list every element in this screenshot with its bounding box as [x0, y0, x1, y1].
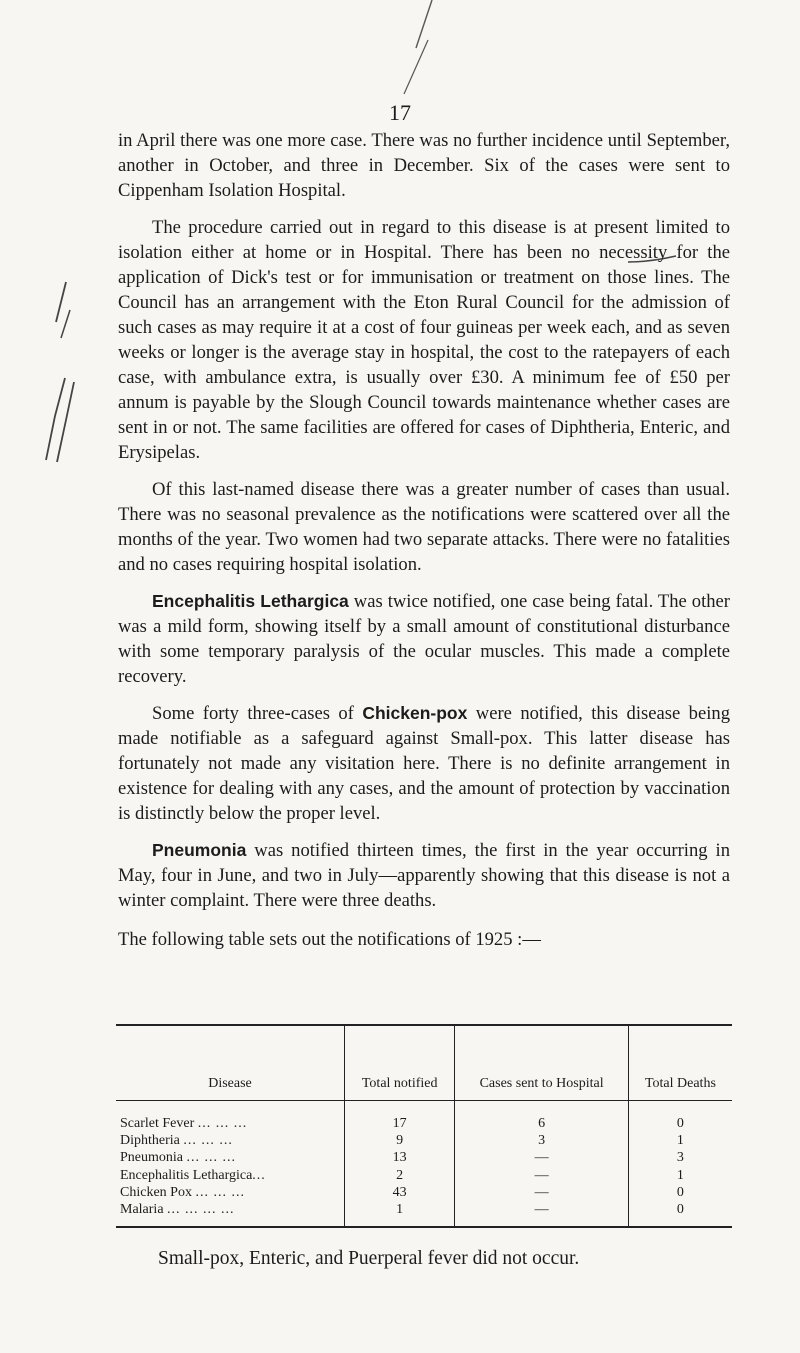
total-notified-column [345, 1101, 455, 1228]
leader-dots: ... ... ... [197, 1116, 248, 1131]
leader-dots: ... ... ... [183, 1133, 233, 1149]
disease-name: Diphtheria [120, 1133, 180, 1149]
notified-value: 1 [396, 1201, 404, 1217]
table-header-row [116, 1025, 732, 1101]
page-number: 17 [389, 100, 411, 125]
total-deaths-column [628, 1101, 732, 1228]
deaths-value: 0 [676, 1184, 684, 1200]
paragraph-text: was notified thirteen times, the first in the year occurring in May, four in June, and two in July—apparently showing that this disease is not a winter complaint. There were three deaths. [118, 840, 730, 911]
header-cases-sent: Cases sent to Hospital [455, 1025, 629, 1101]
disease-name: Pneumonia [120, 1150, 183, 1166]
hospital-value: — [534, 1150, 549, 1166]
disease-heading: Pneumonia [152, 840, 247, 860]
hospital-value: 6 [538, 1116, 546, 1131]
paragraph: Of this last-named disease there was a greater number of cases than usual. There was no seasonal prevalence as the notifications were scattered over all the months of the year. Two women had two separate attacks. There were no fatalities and no cases requiring hospital isolation. [118, 479, 730, 575]
table-body-row [116, 1101, 732, 1228]
body-text [118, 128, 730, 964]
notified-value: 9 [396, 1133, 404, 1149]
disease-column [116, 1101, 345, 1228]
table-row [120, 1201, 340, 1218]
table-row [120, 1184, 340, 1201]
disease-name: Encephalitis Lethargica [120, 1167, 253, 1183]
paragraph: in April there was one more case. There was no further incidence until September, another in October, and three in December. Six of the cases were sent to Cippenham Isolation Hospital. [118, 130, 730, 201]
paragraph-text: were notified, this disease being made notifiable as a safeguard against Small-pox. This latter disease has fortunately not made any visitation here. There is no definite arrangement in existence for dealing with any cases, and the amount of protection by vaccination is distinctly below the proper level. [118, 703, 730, 824]
paragraph: The procedure carried out in regard to this disease is at present limited to isolation either at home or in Hospital. There has been no necessity for the application of Dick's test or for immunisation or treatment on those lines. The Council has an arrangement with the Eton Rural Council for the admission of such cases as may require it at a cost of four guineas per week each, and as seven weeks or longer is the average stay in hospital, the cost to the ratepayers of each case, with ambulance extra, is usually over £30. A minimum fee of £50 per annum is payable by the Slough Council towards maintenance whether cases are sent in or not. The same facilities are offered for cases of Diphtheria, Enteric, and Erysipelas. [118, 217, 730, 463]
table-caption: The following table sets out the notifications of 1925 :— [118, 929, 541, 950]
header-total-notified: Total notified [345, 1025, 455, 1101]
leader-dots: ... ... ... ... [167, 1201, 235, 1217]
table-row [120, 1149, 340, 1166]
hospital-value: — [534, 1184, 549, 1200]
notified-value: 43 [392, 1184, 407, 1200]
leader-dots: ... [252, 1167, 266, 1183]
hospital-value: — [534, 1167, 549, 1183]
hospital-value: 3 [538, 1133, 546, 1149]
notifications-table [116, 1024, 732, 1228]
leader-dots: ... ... ... [195, 1184, 245, 1200]
notified-value: 13 [392, 1150, 407, 1166]
deaths-value: 1 [676, 1133, 684, 1149]
paragraph-text: Some forty three-cases of [152, 703, 363, 724]
leader-dots: ... ... ... [186, 1150, 236, 1166]
header-disease: Disease [116, 1025, 345, 1101]
header-total-deaths: Total Deaths [628, 1025, 732, 1101]
table-row [120, 1132, 340, 1149]
table-row [120, 1167, 340, 1184]
paragraph [118, 838, 730, 913]
notified-value: 2 [396, 1167, 404, 1183]
deaths-value: 0 [676, 1201, 684, 1217]
disease-name: Chicken Pox [120, 1184, 192, 1200]
disease-name: Malaria [120, 1201, 164, 1217]
hospital-value: — [534, 1201, 549, 1217]
disease-name: Scarlet Fever [120, 1116, 195, 1131]
disease-heading: Chicken-pox [362, 703, 468, 723]
disease-heading: Encephalitis Lethargica [152, 591, 349, 611]
deaths-value: 0 [676, 1116, 684, 1131]
cases-sent-column [455, 1101, 629, 1228]
table-row [120, 1115, 340, 1132]
paragraph-text: was twice notified, one case being fatal. The other was a mild form, showing itself by a small amount of constitutional disturbance with some temporary paralysis of the ocular muscles. This made a complete recovery. [118, 591, 730, 687]
paragraph [118, 589, 730, 689]
deaths-value: 1 [676, 1167, 684, 1183]
notified-value: 17 [392, 1116, 407, 1131]
deaths-value: 3 [676, 1150, 684, 1166]
paragraph [118, 701, 730, 826]
footer-note: Small-pox, Enteric, and Puerperal fever did not occur. [158, 1248, 580, 1269]
